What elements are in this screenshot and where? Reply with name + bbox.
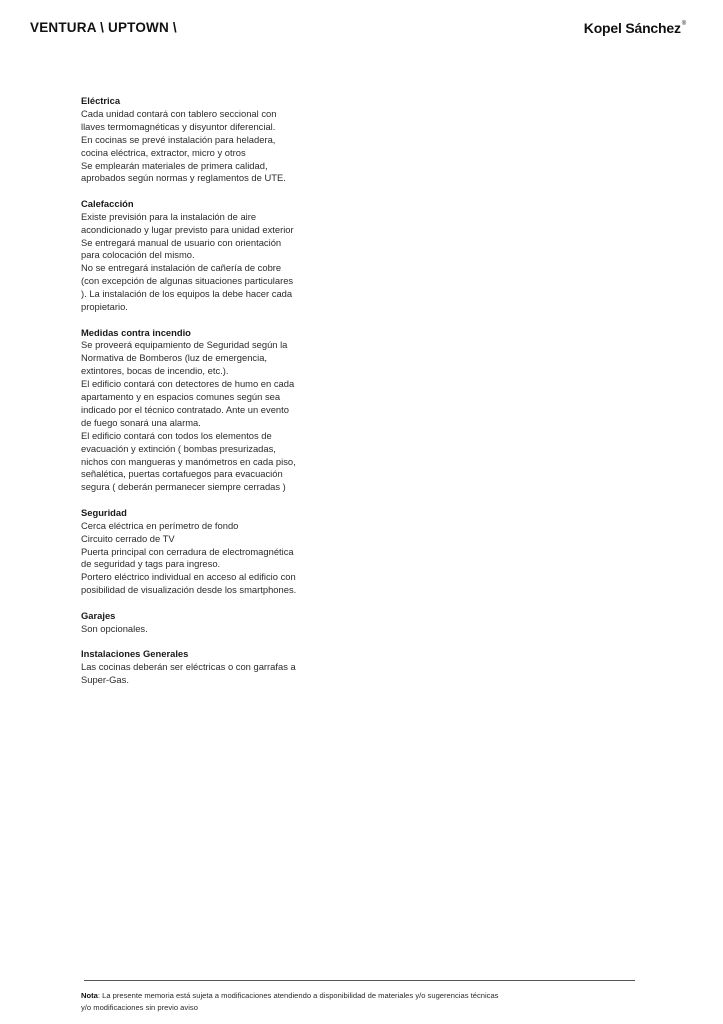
section-line: No se entregará instalación de cañería de cobre xyxy=(81,262,282,274)
section-line: llaves termomagnéticas y disyuntor diferencial. xyxy=(81,120,276,132)
section-line: extintores, bocas de incendio, etc.). xyxy=(81,365,229,377)
section-line: El edificio contará con todos los elementos de xyxy=(81,429,272,441)
section-title: Seguridad xyxy=(81,506,127,518)
section-line: señalética, puertas cortafuegos para evacuación xyxy=(81,468,283,480)
section-line: Normativa de Bomberos (luz de emergencia, xyxy=(81,352,268,364)
section-line: de seguridad y tags para ingreso. xyxy=(81,558,221,570)
section-line: Super-Gas. xyxy=(81,673,129,685)
section-line: Son opcionales. xyxy=(81,622,148,634)
section-line: de fuego sonará una alarma. xyxy=(81,416,201,428)
section-incendio xyxy=(81,327,351,495)
section-line: propietario. xyxy=(81,301,128,313)
section-line: Las cocinas deberán ser eléctricas o con garrafas a xyxy=(81,660,296,672)
section-title: Instalaciones Generales xyxy=(81,647,189,659)
section-line: Portero eléctrico individual en acceso al edificio con xyxy=(81,571,296,583)
section-title: Eléctrica xyxy=(81,95,121,106)
section-title: Garajes xyxy=(81,609,116,621)
section-electrica xyxy=(81,95,351,185)
section-line: Circuito cerrado de TV xyxy=(81,532,175,544)
section-line: posibilidad de visualización desde los smartphones. xyxy=(81,584,297,596)
section-title: Medidas contra incendio xyxy=(81,326,191,338)
section-title: Calefacción xyxy=(81,197,134,209)
note-text-line2: y/o modificaciones sin previo aviso xyxy=(81,1003,198,1012)
footer-divider xyxy=(84,980,635,981)
section-seguridad xyxy=(81,507,351,597)
footer-note xyxy=(81,990,641,1014)
registered-mark: ® xyxy=(681,21,686,27)
project-title: VENTURA \ UPTOWN \ xyxy=(30,20,177,35)
section-line: indicado por el técnico contratado. Ante un evento xyxy=(81,403,289,415)
section-line: Se emplearán materiales de primera calidad, xyxy=(81,159,268,171)
section-instalaciones-generales xyxy=(81,648,351,687)
section-line: aprobados según normas y reglamentos de UTE. xyxy=(81,172,286,184)
note-label: Nota xyxy=(81,991,98,1000)
section-line: cocina eléctrica, extractor, micro y otros xyxy=(81,146,246,158)
section-line: (con excepción de algunas situaciones particulares xyxy=(81,275,294,287)
specs-content xyxy=(81,95,351,699)
section-line: para colocación del mismo. xyxy=(81,249,195,261)
section-calefaccion xyxy=(81,198,351,314)
section-garajes xyxy=(81,610,351,636)
section-line: apartamento y en espacios comunes según sea xyxy=(81,391,281,403)
note-text-line1: : La presente memoria está sujeta a modificaciones atendiendo a disponibilidad de materiales y/o sugerencias técnicas xyxy=(97,991,499,1000)
section-line: ). La instalación de los equipos la debe hacer cada xyxy=(81,288,293,300)
section-line: Cada unidad contará con tablero seccional con xyxy=(81,107,277,119)
section-line: segura ( deberán permanecer siempre cerradas ) xyxy=(81,481,286,493)
section-line: Cerca eléctrica en perímetro de fondo xyxy=(81,519,239,531)
section-line: evacuación y extinción ( bombas presurizadas, xyxy=(81,442,276,454)
section-line: Existe previsión para la instalación de aire xyxy=(81,210,257,222)
section-line: El edificio contará con detectores de humo en cada xyxy=(81,378,295,390)
section-line: En cocinas se prevé instalación para heladera, xyxy=(81,133,276,145)
section-line: acondicionado y lugar previsto para unidad exterior xyxy=(81,223,294,235)
section-line: nichos con mangueras y manómetros en cada piso, xyxy=(81,455,296,467)
section-line: Se entregará manual de usuario con orientación xyxy=(81,236,282,248)
section-line: Puerta principal con cerradura de electromagnética xyxy=(81,545,294,557)
company-logo xyxy=(584,20,685,36)
company-name: Kopel Sánchez xyxy=(583,20,681,36)
section-line: Se proveerá equipamiento de Seguridad según la xyxy=(81,339,288,351)
